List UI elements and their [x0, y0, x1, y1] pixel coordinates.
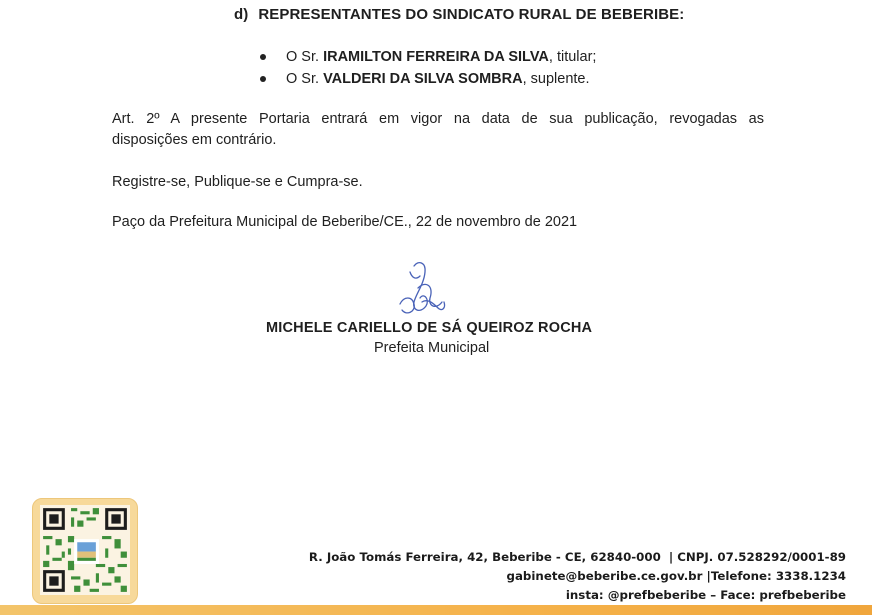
rep-name: VALDERI DA SILVA SOMBRA — [323, 71, 523, 87]
article-line-1: Art. 2º A presente Portaria entrará em vigor na data de sua publicação, revogadas as — [112, 111, 764, 127]
section-title: REPRESENTANTES DO SINDICATO RURAL DE BEBERIBE: — [258, 6, 685, 23]
footer-line-2 — [309, 567, 846, 586]
section-heading — [234, 6, 684, 23]
closing-formula: Registre-se, Publique-se e Cumpra-se. — [112, 174, 363, 190]
footer-phone: |Telefone: 3338.1234 — [706, 569, 846, 583]
footer-accent-bar — [0, 605, 872, 615]
signer-name: MICHELE CARIELLO DE SÁ QUEIROZ ROCHA — [266, 320, 593, 336]
footer-contact — [309, 548, 846, 605]
footer-address: R. João Tomás Ferreira, 42, Beberibe - CE, 62840-000 — [308, 550, 661, 564]
handwritten-signature — [392, 258, 452, 324]
signer-role: Prefeita Municipal — [374, 340, 490, 356]
qr-code[interactable] — [40, 505, 130, 595]
list-item — [260, 68, 596, 90]
footer-line-1: R. João Tomás Ferreira, 42, Beberibe - CE, 62840-000 | CNPJ. 07.528292/0001-89 — [308, 550, 846, 564]
list-item — [260, 46, 596, 68]
bullet-icon — [260, 54, 266, 60]
section-letter: d) — [234, 6, 249, 23]
rep-name: IRAMILTON FERREIRA DA SILVA — [323, 49, 549, 65]
rep-role: , titular; — [548, 49, 597, 65]
footer-social: insta: @prefbeberibe – Face: prefbeberibe — [565, 588, 846, 602]
bullet-icon — [260, 76, 266, 82]
footer-email[interactable]: gabinete@beberibe.ce.gov.br — [506, 569, 703, 583]
article-line-2: disposições em contrário. — [112, 132, 277, 148]
rep-prefix: O Sr. — [286, 71, 320, 87]
rep-prefix: O Sr. — [286, 49, 320, 65]
footer-cnpj: CNPJ. 07.528292/0001-89 — [677, 550, 846, 564]
rep-role: , suplente. — [522, 71, 590, 87]
article-paragraph — [112, 109, 764, 151]
place-date: Paço da Prefeitura Municipal de Beberibe/CE., 22 de novembro de 2021 — [112, 214, 578, 230]
representatives-list — [260, 46, 596, 90]
